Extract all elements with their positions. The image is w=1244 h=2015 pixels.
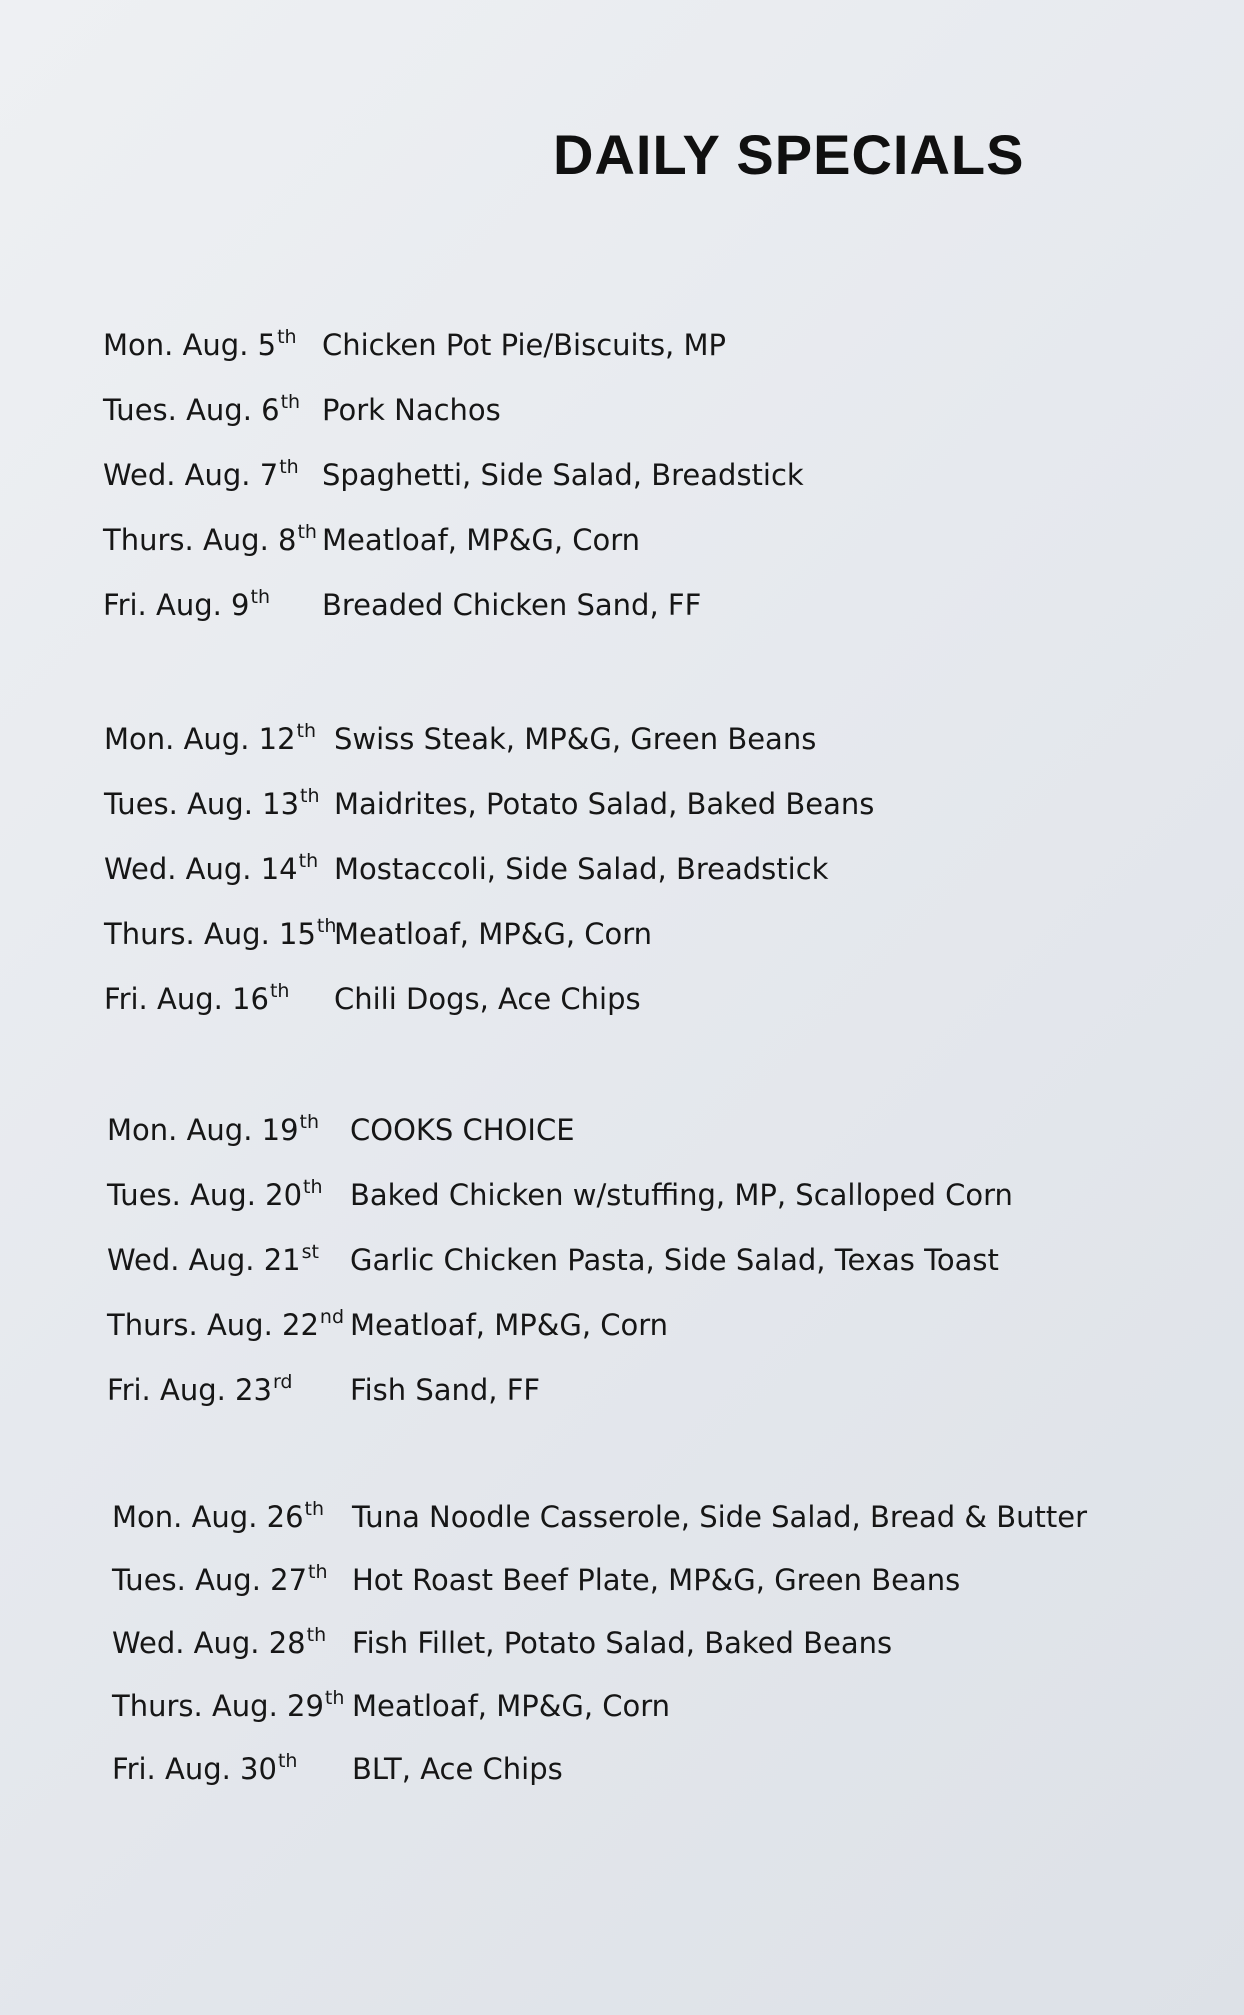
- meal-text: Tuna Noodle Casserole, Side Salad, Bread & Butter: [352, 1500, 1088, 1534]
- special-row: [0, 979, 1244, 1044]
- special-row: [0, 1497, 1244, 1560]
- day-label: Thurs. Aug. 29th: [112, 1687, 345, 1723]
- meal-text: Meatloaf, MP&G, Corn: [350, 1308, 669, 1342]
- special-row: [0, 1305, 1244, 1370]
- meal-text: Chili Dogs, Ace Chips: [334, 982, 641, 1016]
- day-label: Wed. Aug. 28th: [112, 1624, 327, 1660]
- special-row: [0, 520, 1244, 585]
- week-3: [0, 1110, 1244, 1435]
- day-label: Tues. Aug. 20th: [107, 1176, 323, 1212]
- special-row: [0, 1560, 1244, 1623]
- special-row: [0, 455, 1244, 520]
- day-label: Fri. Aug. 23rd: [107, 1371, 293, 1407]
- day-label: Mon. Aug. 26th: [112, 1498, 325, 1534]
- day-label: Fri. Aug. 9th: [103, 586, 271, 622]
- week-2: [0, 719, 1244, 1044]
- meal-text: Maidrites, Potato Salad, Baked Beans: [334, 787, 875, 821]
- special-row: [0, 1175, 1244, 1240]
- week-1: [0, 325, 1244, 650]
- meal-text: Hot Roast Beef Plate, MP&G, Green Beans: [352, 1563, 961, 1597]
- special-row: [0, 914, 1244, 979]
- special-row: [0, 1240, 1244, 1305]
- meal-text: Spaghetti, Side Salad, Breadstick: [322, 458, 804, 492]
- meal-text: Chicken Pot Pie/Biscuits, MP: [322, 328, 727, 362]
- day-label: Thurs. Aug. 15th: [104, 915, 337, 951]
- day-label: Tues. Aug. 13th: [104, 785, 320, 821]
- day-label: Wed. Aug. 21st: [107, 1241, 319, 1277]
- meal-text: Mostaccoli, Side Salad, Breadstick: [334, 852, 829, 886]
- special-row: [0, 849, 1244, 914]
- day-label: Tues. Aug. 6th: [103, 391, 301, 427]
- day-label: Wed. Aug. 7th: [103, 456, 299, 492]
- meal-text: Swiss Steak, MP&G, Green Beans: [334, 722, 817, 756]
- day-label: Mon. Aug. 12th: [104, 720, 317, 756]
- special-row: [0, 1110, 1244, 1175]
- special-row: [0, 325, 1244, 390]
- special-row: [0, 585, 1244, 650]
- meal-text: Fish Fillet, Potato Salad, Baked Beans: [352, 1626, 893, 1660]
- special-row: [0, 784, 1244, 849]
- day-label: Fri. Aug. 16th: [104, 980, 290, 1016]
- day-label: Wed. Aug. 14th: [104, 850, 319, 886]
- day-label: Thurs. Aug. 8th: [103, 521, 317, 557]
- meal-text: Baked Chicken w/stuffing, MP, Scalloped Corn: [350, 1178, 1013, 1212]
- meal-text: COOKS CHOICE: [350, 1113, 575, 1147]
- day-label: Fri. Aug. 30th: [112, 1750, 298, 1786]
- meal-text: Garlic Chicken Pasta, Side Salad, Texas Toast: [350, 1243, 999, 1277]
- day-label: Mon. Aug. 5th: [103, 326, 297, 362]
- special-row: [0, 1686, 1244, 1749]
- meal-text: Meatloaf, MP&G, Corn: [334, 917, 653, 951]
- special-row: [0, 1623, 1244, 1686]
- meal-text: Meatloaf, MP&G, Corn: [322, 523, 641, 557]
- special-row: [0, 390, 1244, 455]
- special-row: [0, 719, 1244, 784]
- page-title: DAILY SPECIALS: [553, 123, 1025, 186]
- meal-text: Fish Sand, FF: [350, 1373, 541, 1407]
- meal-text: BLT, Ace Chips: [352, 1752, 563, 1786]
- meal-text: Pork Nachos: [322, 393, 501, 427]
- day-label: Tues. Aug. 27th: [112, 1561, 328, 1597]
- meal-text: Meatloaf, MP&G, Corn: [352, 1689, 671, 1723]
- week-4: [0, 1497, 1244, 1812]
- day-label: Thurs. Aug. 22nd: [107, 1306, 345, 1342]
- day-label: Mon. Aug. 19th: [107, 1111, 320, 1147]
- meal-text: Breaded Chicken Sand, FF: [322, 588, 702, 622]
- special-row: [0, 1370, 1244, 1435]
- special-row: [0, 1749, 1244, 1812]
